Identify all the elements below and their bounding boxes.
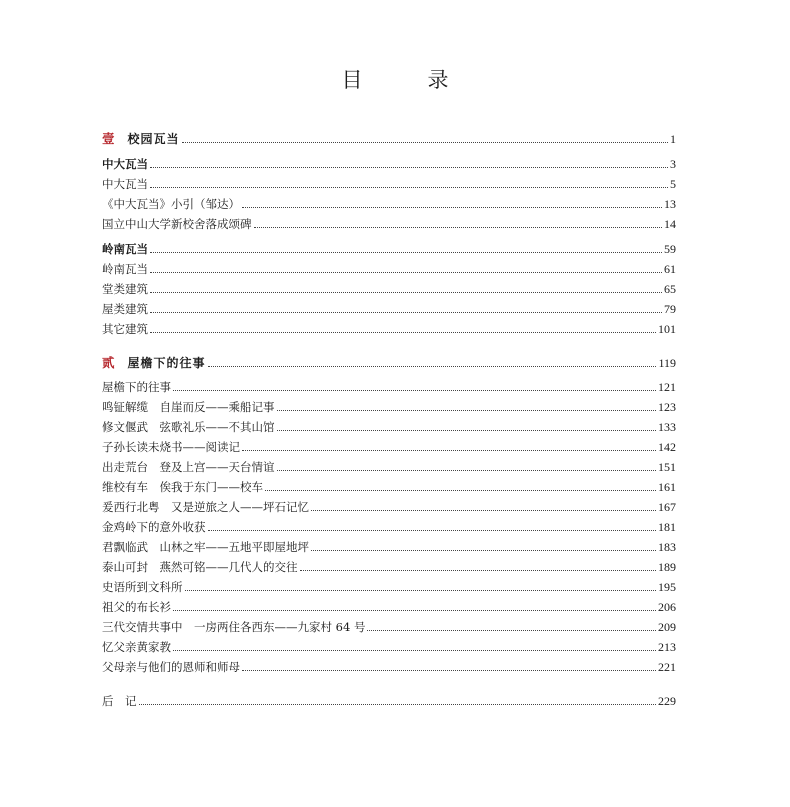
toc-entry[interactable] [102,374,676,394]
toc-page-number: 213 [658,640,676,654]
toc-entry-label [102,356,208,370]
toc-entry-label [102,480,265,494]
toc-entry-text: 君飘临武 山林之牢——五地平即屋地坪 [102,540,309,554]
dot-leader [277,410,657,411]
toc-page-number: 1 [670,132,676,146]
toc-entry-label [102,380,173,394]
toc-entry[interactable] [102,514,676,534]
dot-leader [277,430,657,431]
toc-entry-text: 其它建筑 [102,322,148,336]
toc-page-number: 161 [658,480,676,494]
dot-leader [277,470,657,471]
toc-page-number: 5 [670,177,676,191]
dot-leader [185,590,657,591]
toc-subheading[interactable] [102,236,676,256]
toc-entry-label [102,660,242,674]
dot-leader [208,530,657,531]
toc-page-number: 195 [658,580,676,594]
toc-page-number: 79 [664,302,676,316]
toc-page-number: 189 [658,560,676,574]
toc-entry[interactable] [102,394,676,414]
toc-page-number: 59 [664,242,676,256]
toc-page-number: 229 [658,694,676,708]
toc-entry-text: 岭南瓦当 [102,262,148,276]
toc-entry[interactable] [102,614,676,634]
toc-entry-text: 中大瓦当 [102,157,148,171]
dot-leader [150,252,662,253]
toc-entry-text: 爰西行北粤 又是逆旅之人——坪石记忆 [102,500,309,514]
toc-subheading[interactable] [102,151,676,171]
toc-entry[interactable] [102,594,676,614]
toc-entry[interactable] [102,454,676,474]
dot-leader [182,142,668,143]
toc-entry-label [102,460,277,474]
toc-entry[interactable] [102,494,676,514]
toc-entry[interactable] [102,414,676,434]
toc-page-number: 167 [658,500,676,514]
page-title: 目 录 [341,68,471,92]
toc-entry-label [102,302,150,316]
toc-entry[interactable] [102,634,676,654]
toc-page-number: 221 [658,660,676,674]
toc-entry[interactable] [102,574,676,594]
toc-entry[interactable] [102,171,676,191]
toc-entry-text: 岭南瓦当 [102,242,148,256]
toc-entry-label [102,600,173,614]
toc-entry-text: 后 记 [102,694,137,708]
toc-page-number: 142 [658,440,676,454]
dot-leader [173,610,656,611]
toc-entry[interactable] [102,474,676,494]
toc-entry-text: 忆父亲黄家教 [102,640,171,654]
toc-entry-label [102,500,311,514]
toc-entry-label [102,217,254,231]
toc-entry-text: 史语所到文科所 [102,580,183,594]
toc-page-number: 181 [658,520,676,534]
toc-entry-label [102,177,150,191]
toc-entry-label [102,540,311,554]
toc-entry[interactable] [102,276,676,296]
toc-entry[interactable] [102,316,676,336]
toc-entry-label [102,560,300,574]
dot-leader [150,332,656,333]
toc-entry-text: 父母亲与他们的恩师和师母 [102,660,240,674]
toc-entry[interactable] [102,211,676,231]
toc-page-number: 183 [658,540,676,554]
toc-page-number: 119 [658,356,676,370]
dot-leader [300,570,657,571]
toc-section[interactable] [102,350,676,370]
toc-section[interactable] [102,126,676,146]
toc-page-number: 121 [658,380,676,394]
dot-leader [150,187,668,188]
dot-leader [367,630,656,631]
toc-entry-text: 子孙长读未烧书——阅读记 [102,440,240,454]
toc-entry-text: 国立中山大学新校舍落成颂碑 [102,217,252,231]
toc-entry-label [102,440,242,454]
toc-entry[interactable] [102,296,676,316]
toc-entry-label [102,640,173,654]
toc-entry-text: 屋类建筑 [102,302,148,316]
toc-entry-label [102,282,150,296]
toc-page-number: 3 [670,157,676,171]
toc-page-number: 133 [658,420,676,434]
dot-leader [242,450,656,451]
toc-entry-label [102,132,182,146]
toc-entry-text: 校园瓦当 [127,132,180,146]
toc-entry-text: 三代交情共事中 一房两住各西东——九家村 64 号 [102,620,366,634]
toc-entry-text: 中大瓦当 [102,177,148,191]
dot-leader [150,272,662,273]
toc-entry-label [102,262,150,276]
toc-entry[interactable] [102,434,676,454]
toc-entry[interactable] [102,688,676,708]
toc-entry-label [102,157,150,171]
toc-entry-label [102,580,185,594]
dot-leader [150,312,662,313]
dot-leader [173,650,656,651]
dot-leader [173,390,656,391]
section-number: 贰 [102,355,116,370]
toc-entry-text: 屋檐下的往事 [127,356,206,370]
toc-page-number: 61 [664,262,676,276]
toc-entry-label [102,322,150,336]
dot-leader [265,490,656,491]
toc-page-number: 123 [658,400,676,414]
dot-leader [150,292,662,293]
toc-entry[interactable] [102,534,676,554]
dot-leader [311,510,656,511]
toc-entry[interactable] [102,191,676,211]
toc-entry-text: 祖父的布长衫 [102,600,171,614]
toc-page-number: 101 [658,322,676,336]
toc-entry-text: 出走荒台 登及上宫——天台情谊 [102,460,275,474]
toc-entry-text: 堂类建筑 [102,282,148,296]
dot-leader [242,670,656,671]
dot-leader [242,207,662,208]
toc-page-number: 151 [658,460,676,474]
dot-leader [208,366,657,367]
toc-page-number: 209 [658,620,676,634]
toc-entry-text: 维校有车 俟我于东门——校车 [102,480,263,494]
section-number: 壹 [102,131,116,146]
dot-leader [150,167,668,168]
toc-entry-text: 金鸡岭下的意外收获 [102,520,206,534]
toc-page-number: 206 [658,600,676,614]
toc-entry-label [102,420,277,434]
toc-entry-text: 修文偃武 弦歌礼乐——不其山馆 [102,420,275,434]
toc-page-number: 65 [664,282,676,296]
dot-leader [254,227,663,228]
toc-page-number: 13 [664,197,676,211]
toc-entry-label [102,620,367,634]
toc-entry-label [102,242,150,256]
dot-leader [311,550,656,551]
toc-entry[interactable] [102,554,676,574]
toc-entry-label [102,400,277,414]
toc-entry[interactable] [102,654,676,674]
toc-entry-label [102,694,139,708]
dot-leader [139,704,657,705]
toc-entry-text: 屋檐下的往事 [102,380,171,394]
toc-entry-label [102,520,208,534]
toc-page-number: 14 [664,217,676,231]
toc-entry[interactable] [102,256,676,276]
toc-entry-label [102,197,242,211]
toc-entry-text: 《中大瓦当》小引（邹达） [102,197,240,211]
toc-entry-text: 泰山可封 燕然可铭——几代人的交往 [102,560,298,574]
toc-entry-text: 鸣钲解缆 自崖而反——乘船记事 [102,400,275,414]
